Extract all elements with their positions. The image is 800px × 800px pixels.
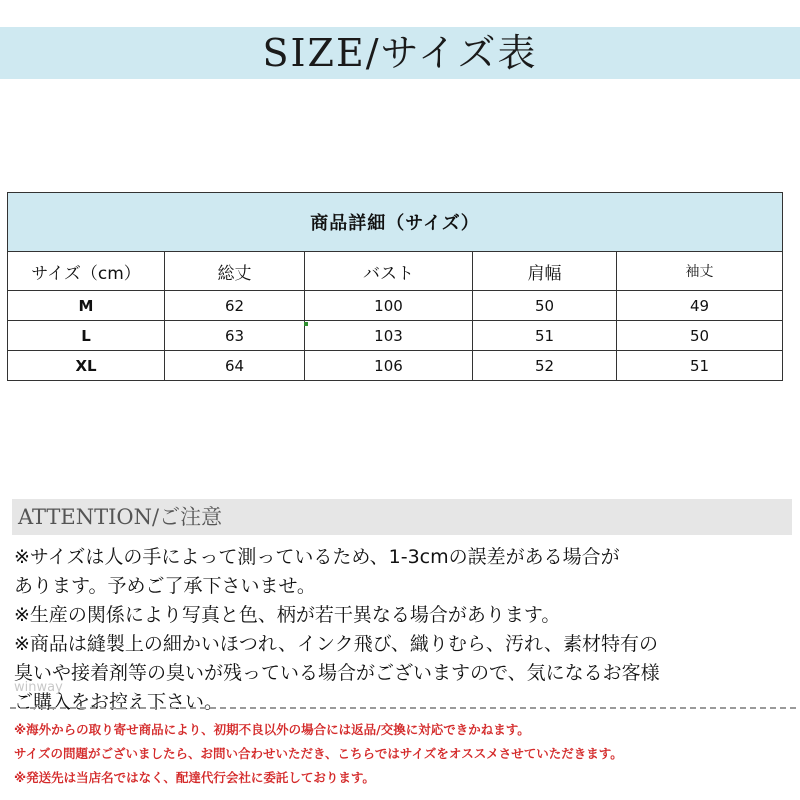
table-row (8, 291, 783, 321)
cell-bust: 106 (305, 351, 473, 381)
table-caption: 商品詳細（サイズ） (8, 193, 783, 252)
note-line: ※商品は縫製上の細かいほつれ、インク飛び、織りむら、汚れ、素材特有の (14, 633, 659, 655)
warning-line: ※発送先は当店名ではなく、配達代行会社に委託しております。 (14, 770, 375, 785)
note-line: ※生産の関係により写真と色、柄が若干異なる場合があります。 (14, 604, 561, 626)
cell-sleeve: 49 (617, 291, 783, 321)
header-length: 総丈 (165, 252, 305, 291)
cell-length: 62 (165, 291, 305, 321)
header-bust: バスト (305, 252, 473, 291)
divider (10, 707, 796, 709)
page-title: SIZE/サイズ表 (262, 31, 538, 75)
cell-shoulder: 51 (473, 321, 617, 351)
cell-length: 63 (165, 321, 305, 351)
header-sleeve: 袖丈 (617, 252, 783, 291)
note-line: あります。予めご了承下さいませ。 (14, 575, 316, 597)
cell-size: M (8, 291, 165, 321)
table-caption-row (8, 193, 783, 252)
size-table (7, 192, 783, 381)
cell-sleeve: 51 (617, 351, 783, 381)
warnings (14, 718, 794, 790)
cell-size: L (8, 321, 165, 351)
cell-bust: 103 (305, 321, 473, 351)
cell-sleeve: 50 (617, 321, 783, 351)
cell-size: XL (8, 351, 165, 381)
note-line: ※サイズは人の手によって測っているため、1-3cmの誤差がある場合が (14, 546, 620, 568)
green-mark (304, 322, 308, 326)
cell-shoulder: 50 (473, 291, 617, 321)
table-row (8, 351, 783, 381)
watermark: winway (14, 680, 63, 695)
attention-notes (14, 543, 794, 717)
cell-bust: 100 (305, 291, 473, 321)
note-line: 臭いや接着剤等の臭いが残っている場合がございますので、気になるお客様 (14, 662, 660, 684)
warning-line: サイズの問題がございましたら、お問い合わせいただき、こちらではサイズをオススメさせていただきます。 (14, 746, 623, 761)
table-header-row (8, 252, 783, 291)
table-row (8, 321, 783, 351)
cell-length: 64 (165, 351, 305, 381)
note-line: ご購入をお控え下さい。 (14, 691, 224, 713)
attention-heading: ATTENTION/ご注意 (18, 505, 223, 529)
cell-shoulder: 52 (473, 351, 617, 381)
header-shoulder: 肩幅 (473, 252, 617, 291)
warning-line: ※海外からの取り寄せ商品により、初期不良以外の場合には返品/交換に対応できかねます。 (14, 722, 530, 737)
header-size: サイズ（cm） (8, 252, 165, 291)
